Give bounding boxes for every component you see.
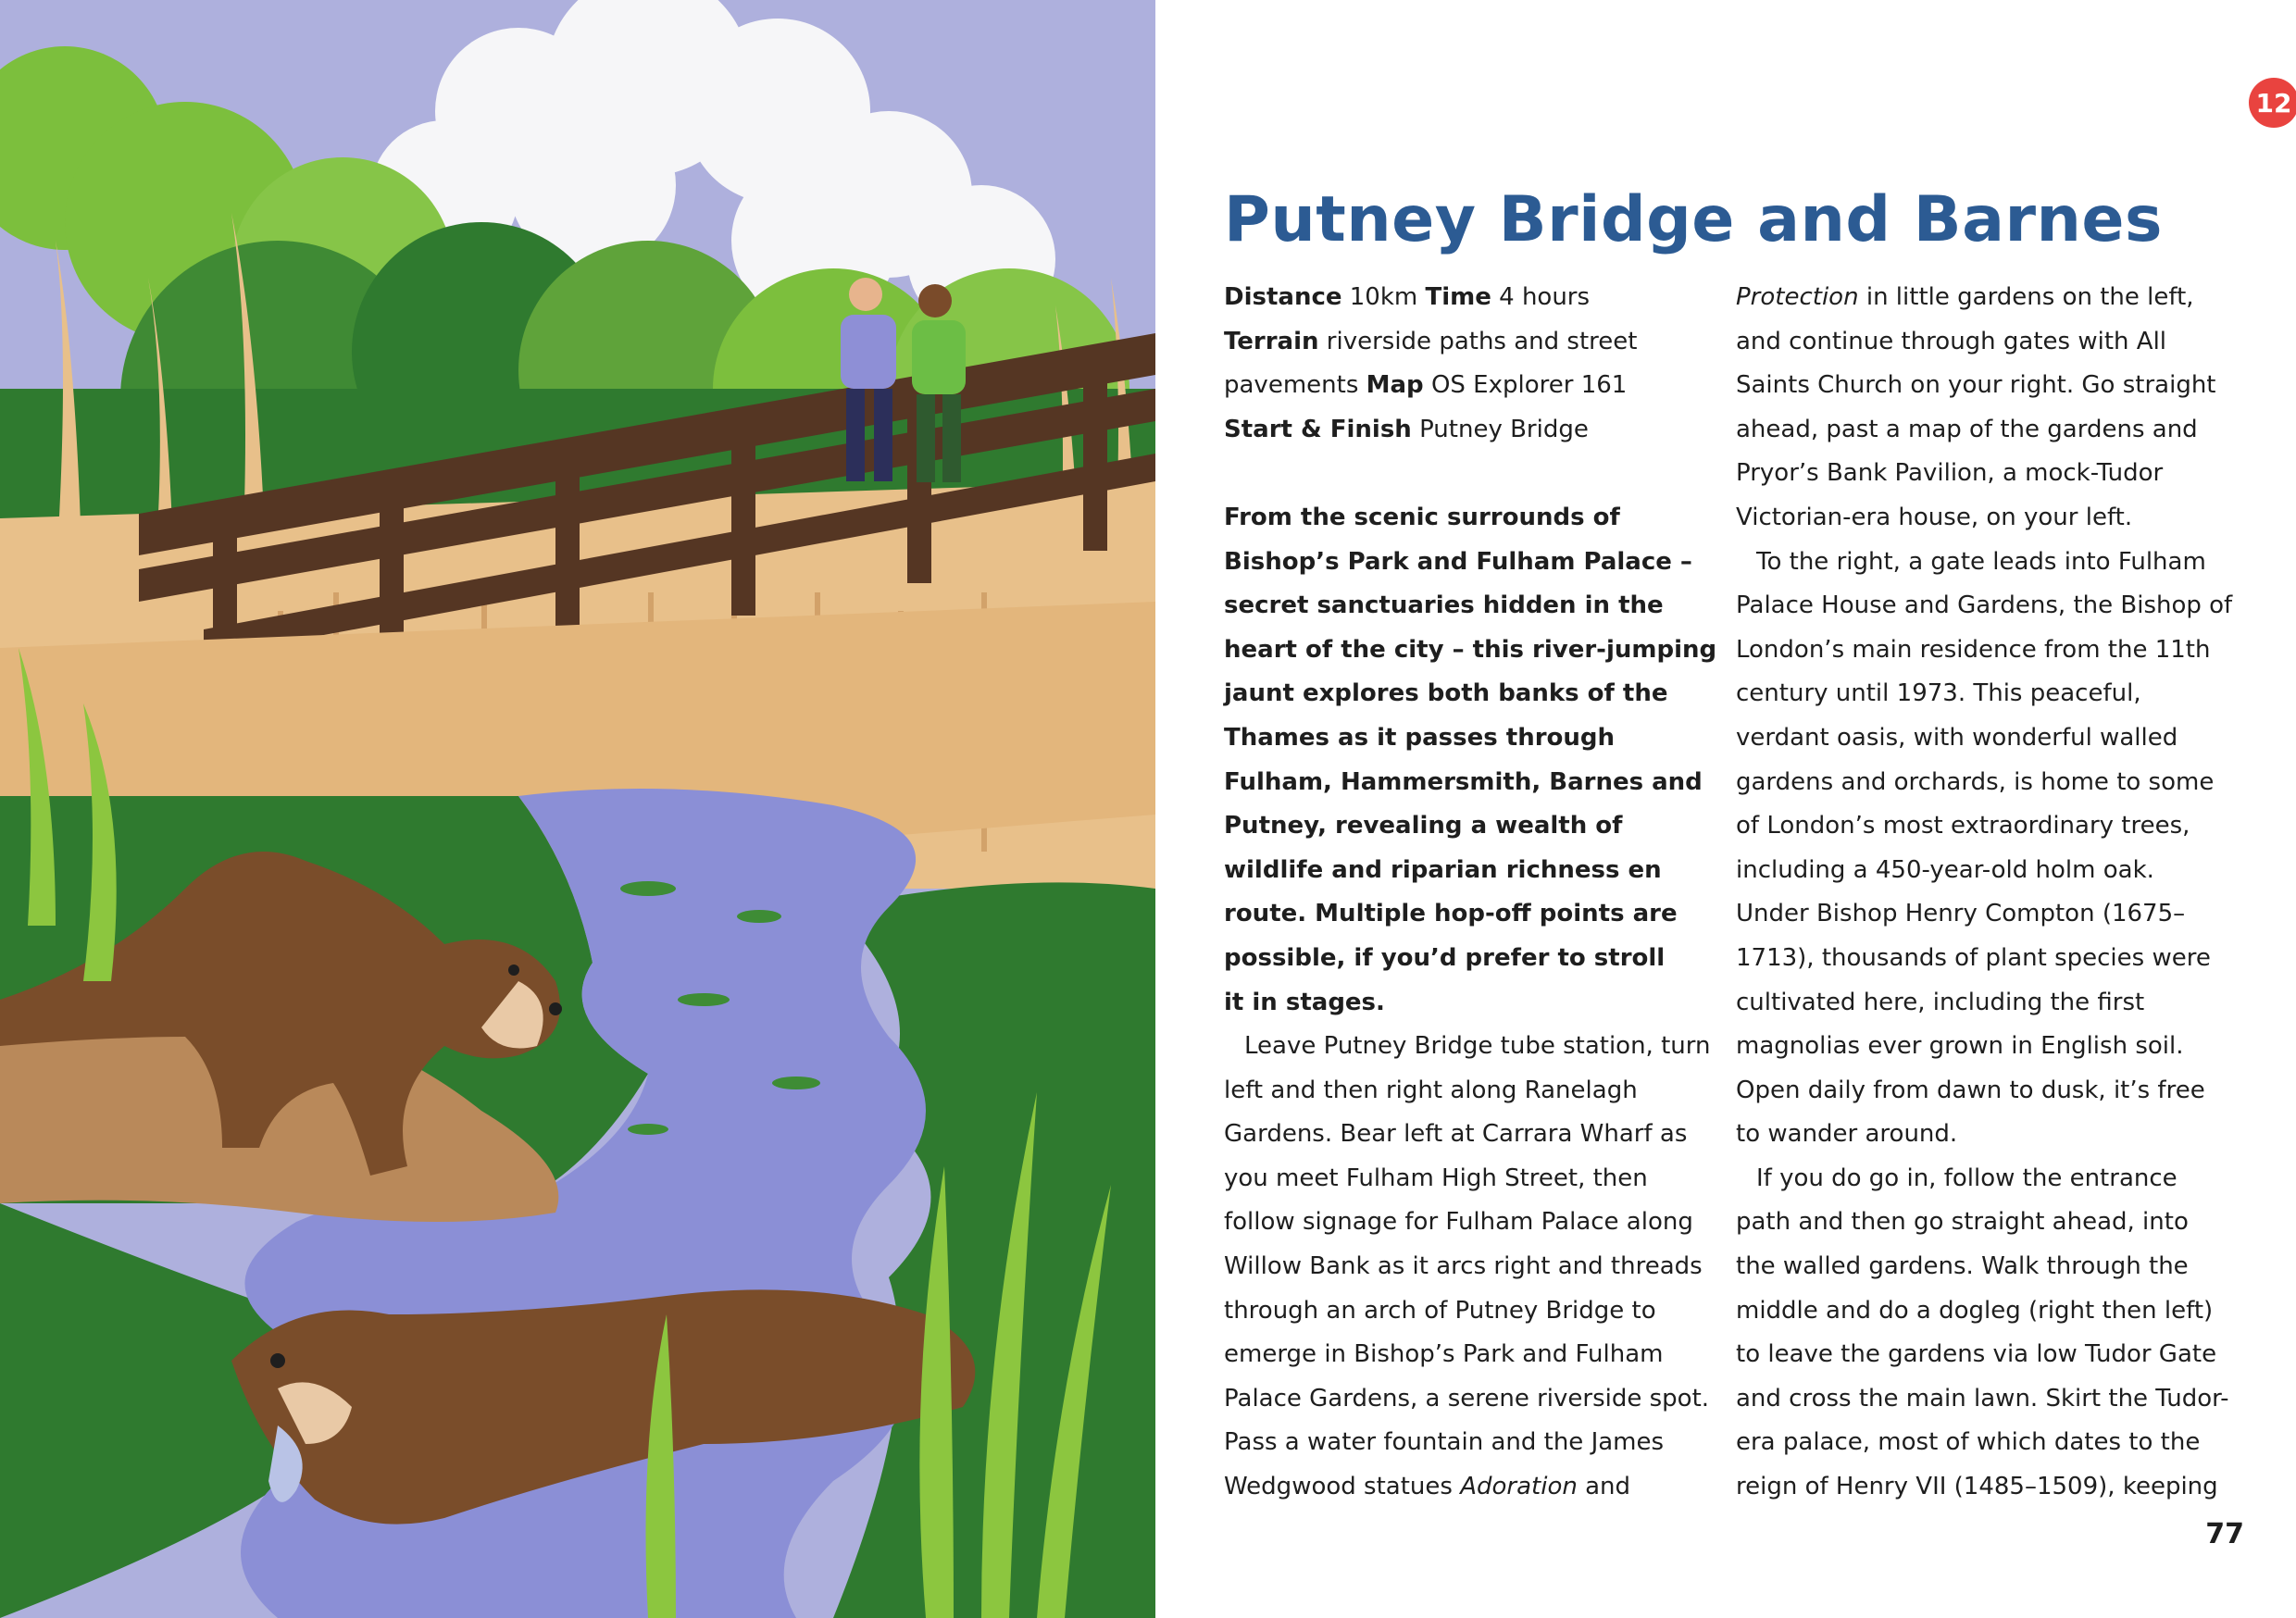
body-line: Gardens. Bear left at Carrara Wharf as <box>1224 1120 1688 1149</box>
intro-line: Fulham, Hammersmith, Barnes and <box>1224 767 1703 796</box>
intro-line: Bishop’s Park and Fulham Palace – <box>1224 547 1692 576</box>
text-page <box>1155 0 2296 1618</box>
body-line: follow signage for Fulham Palace along <box>1224 1208 1693 1237</box>
body-line: magnolias ever grown in English soil. <box>1736 1032 2184 1061</box>
body-line: cultivated here, including the first <box>1736 988 2145 1016</box>
body-line: Open daily from dawn to dusk, it’s free <box>1736 1076 2205 1104</box>
body-line: emerge in Bishop’s Park and Fulham <box>1224 1340 1664 1369</box>
body-line: path and then go straight ahead, into <box>1736 1208 2189 1237</box>
body-line: London’s main residence from the 11th <box>1736 635 2211 664</box>
body-line: Willow Bank as it arcs right and threads <box>1224 1252 1703 1281</box>
body-line: verdant oasis, with wonderful walled <box>1736 723 2178 752</box>
body-line: To the right, a gate leads into Fulham <box>1756 547 2206 576</box>
intro-line: From the scenic surrounds of <box>1224 503 1620 531</box>
body-line: and cross the main lawn. Skirt the Tudor- <box>1736 1384 2229 1413</box>
body-line: gardens and orchards, is home to some <box>1736 767 2215 796</box>
body-line: Palace House and Gardens, the Bishop of <box>1736 591 2233 620</box>
page-title: Putney Bridge and Barnes <box>1224 183 2164 256</box>
body-line: Leave Putney Bridge tube station, turn <box>1244 1032 1711 1061</box>
intro-line: possible, if you’d prefer to stroll <box>1224 943 1666 972</box>
body-line: Saints Church on your right. Go straight <box>1736 371 2216 400</box>
body-line: Under Bishop Henry Compton (1675– <box>1736 900 2186 928</box>
body-line: Pryor’s Bank Pavilion, a mock-Tudor <box>1736 459 2164 488</box>
body-line: left and then right along Ranelagh <box>1224 1076 1638 1104</box>
info-line-terrain: Terrain riverside paths and street <box>1224 327 1638 355</box>
info-line-distance: Distance 10km Time 4 hours <box>1224 283 1591 311</box>
body-line: and continue through gates with All <box>1736 327 2167 355</box>
body-line: Wedgwood statues Adoration and <box>1224 1473 1631 1501</box>
body-line: to leave the gardens via low Tudor Gate <box>1736 1340 2217 1369</box>
body-line: including a 450-year-old holm oak. <box>1736 855 2154 884</box>
info-line-start: Start & Finish Putney Bridge <box>1224 415 1589 443</box>
body-line: century until 1973. This peaceful, <box>1736 679 2141 708</box>
body-line: 1713), thousands of plant species were <box>1736 943 2211 972</box>
body-line: to wander around. <box>1736 1120 1958 1149</box>
body-line: ahead, past a map of the gardens and <box>1736 415 2198 443</box>
body-line: the walled gardens. Walk through the <box>1736 1252 2189 1281</box>
body-line: you meet Fulham High Street, then <box>1224 1164 1648 1192</box>
intro-line: heart of the city – this river-jumping <box>1224 635 1717 664</box>
route-number-badge: 12 <box>2249 78 2296 128</box>
page-number: 77 <box>2205 1518 2244 1550</box>
text-column-left <box>1224 276 1742 1510</box>
intro-line: Thames as it passes through <box>1224 723 1616 752</box>
body-line: of London’s most extraordinary trees, <box>1736 812 2190 840</box>
info-line-map: pavements Map OS Explorer 161 <box>1224 371 1628 400</box>
intro-line: jaunt explores both banks of the <box>1224 679 1668 708</box>
body-line: era palace, most of which dates to the <box>1736 1428 2201 1457</box>
body-line: Victorian-era house, on your left. <box>1736 503 2133 531</box>
intro-line: wildlife and riparian richness en <box>1224 855 1662 884</box>
body-line: If you do go in, follow the entrance <box>1756 1164 2177 1192</box>
intro-line: it in stages. <box>1224 988 1385 1016</box>
body-line: middle and do a dogleg (right then left) <box>1736 1296 2214 1325</box>
body-line: through an arch of Putney Bridge to <box>1224 1296 1656 1325</box>
intro-line: Putney, revealing a wealth of <box>1224 812 1623 840</box>
intro-line: route. Multiple hop-off points are <box>1224 900 1678 928</box>
body-line: reign of Henry VII (1485–1509), keeping <box>1736 1473 2218 1501</box>
body-line: Pass a water fountain and the James <box>1224 1428 1665 1457</box>
body-line: Palace Gardens, a serene riverside spot. <box>1224 1384 1710 1413</box>
intro-line: secret sanctuaries hidden in the <box>1224 591 1664 620</box>
body-line: Protection in little gardens on the left, <box>1736 283 2194 311</box>
text-column-right <box>1736 276 2254 1510</box>
